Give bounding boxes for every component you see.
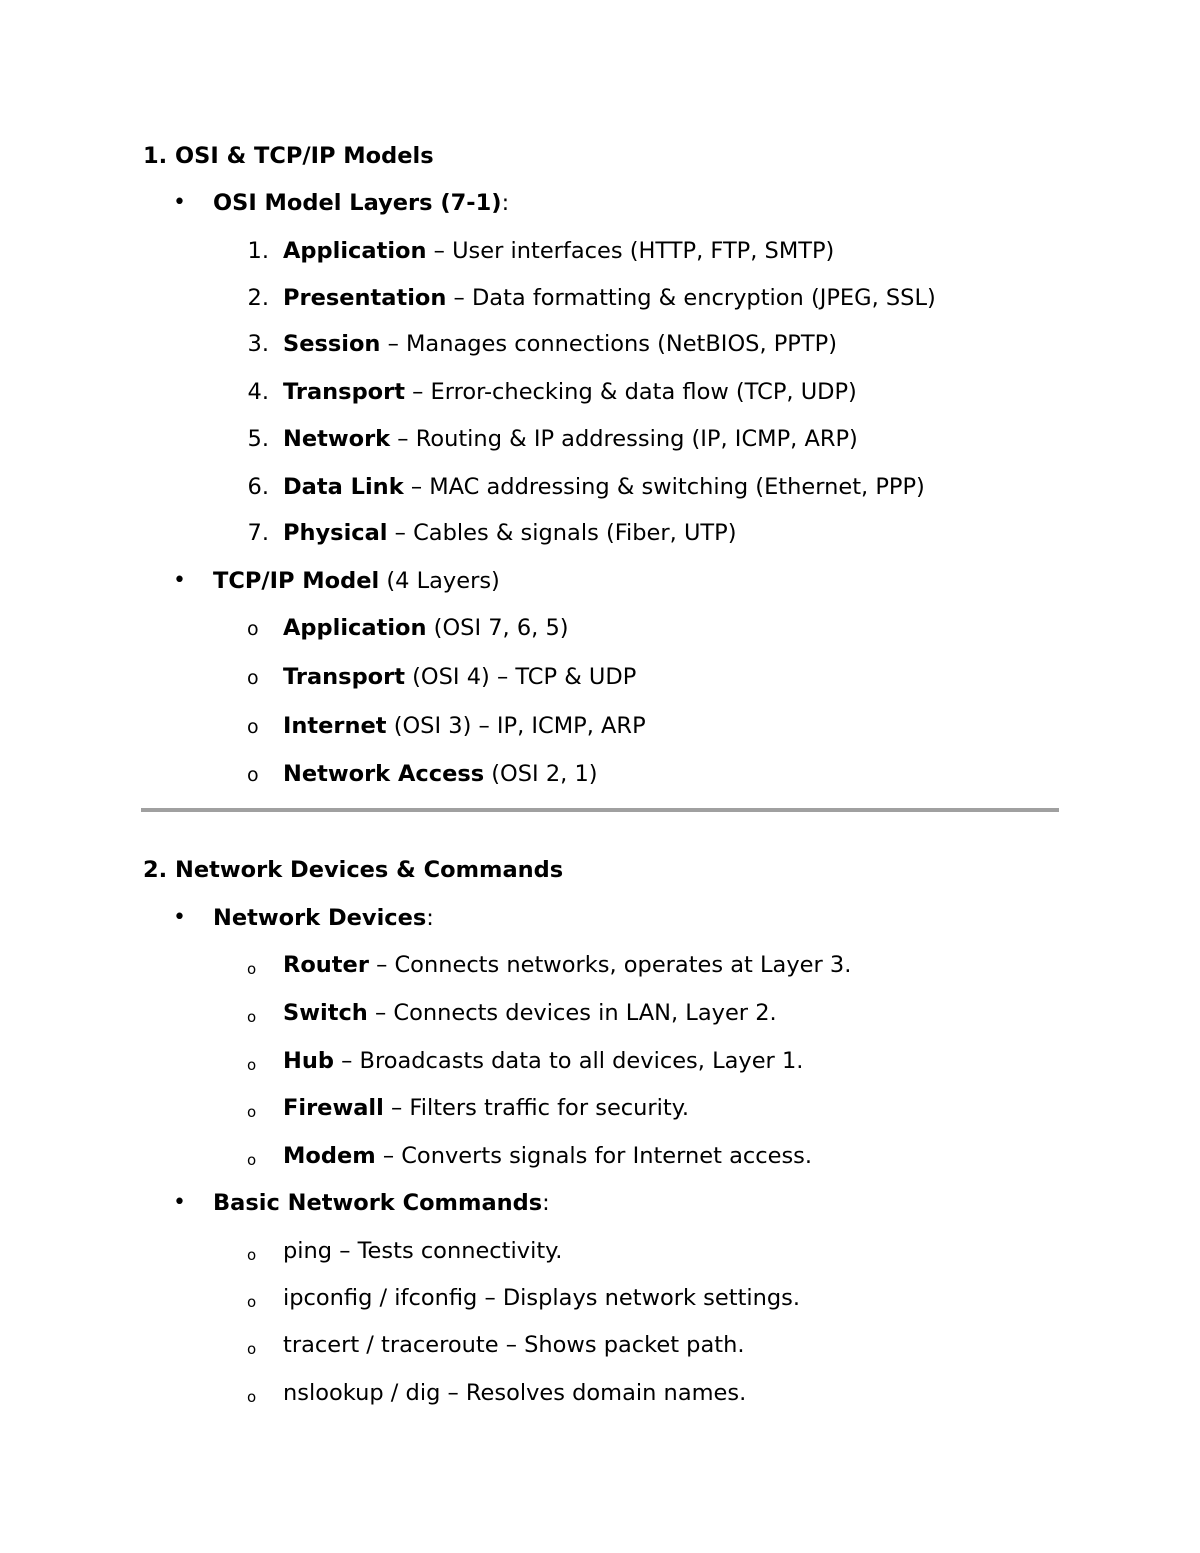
item-term: Transport [283, 379, 405, 405]
bullet-marker: • [173, 905, 186, 930]
bullet-suffix: : [426, 905, 434, 931]
list-item [247, 519, 737, 547]
bullet-suffix: : [501, 190, 510, 216]
list-marker: o [247, 1388, 257, 1406]
list-marker: o [247, 1246, 257, 1264]
item-desc: – Converts signals for Internet access. [375, 1143, 813, 1169]
item-desc: – Routing & IP addressing (IP, ICMP, ARP) [390, 426, 858, 452]
item-desc: – Manages connections (NetBIOS, PPTP) [380, 331, 837, 357]
list-item [247, 760, 598, 788]
item-term: Physical [283, 520, 388, 546]
list-marker: o [247, 1056, 257, 1074]
bullet-marker: • [173, 568, 186, 593]
list-marker: o [247, 960, 257, 978]
bullet-title: Network Devices [213, 905, 427, 931]
item-desc: – Filters traffic for security. [383, 1095, 689, 1121]
list-marker: 1. [247, 238, 269, 264]
list-marker: 4. [247, 379, 269, 405]
item-term: Network [283, 426, 391, 452]
list-item [247, 425, 858, 453]
list-item [247, 1379, 747, 1407]
item-desc: (OSI 7, 6, 5) [426, 615, 569, 641]
bullet-title: TCP/IP Model [213, 568, 380, 594]
list-item [247, 330, 837, 358]
list-marker: o [247, 667, 259, 689]
list-marker: o [247, 618, 259, 640]
item-desc: – MAC addressing & switching (Ethernet, PPP) [403, 474, 925, 500]
item-desc: – Cables & signals (Fiber, UTP) [387, 520, 737, 546]
bullet-title: Basic Network Commands [213, 1190, 543, 1216]
item-term: Application [283, 615, 427, 641]
item-desc: (OSI 3) – IP, ICMP, ARP [386, 713, 646, 739]
list-item [247, 237, 835, 265]
item-term: Network Access [283, 761, 485, 787]
list-item [247, 473, 925, 501]
item-desc: nslookup / dig – Resolves domain names. [283, 1380, 747, 1406]
section-heading: 2. Network Devices & Commands [143, 857, 564, 883]
item-term: Modem [283, 1143, 376, 1169]
item-desc: (OSI 4) – TCP & UDP [404, 664, 637, 690]
item-term: Hub [283, 1048, 334, 1074]
list-item [247, 663, 637, 691]
item-desc: (OSI 2, 1) [484, 761, 598, 787]
list-item [247, 1094, 689, 1122]
item-desc: – Error-checking & data flow (TCP, UDP) [404, 379, 857, 405]
bullet-item [173, 904, 434, 932]
list-item [247, 1142, 813, 1170]
list-item [247, 1284, 801, 1312]
list-item [247, 712, 646, 740]
item-desc: – User interfaces (HTTP, FTP, SMTP) [426, 238, 835, 264]
bullet-item [173, 1189, 550, 1217]
list-item [247, 614, 569, 642]
item-desc: – Broadcasts data to all devices, Layer 1. [333, 1048, 804, 1074]
item-term: Transport [283, 664, 405, 690]
list-marker: o [247, 1008, 257, 1026]
list-marker: 2. [247, 285, 269, 311]
item-term: Session [283, 331, 381, 357]
bullet-title: OSI Model Layers (7-1) [213, 190, 502, 216]
item-desc: ipconfig / ifconfig – Displays network settings. [283, 1285, 801, 1311]
list-item [247, 1237, 563, 1265]
item-term: Switch [283, 1000, 368, 1026]
section-heading: 1. OSI & TCP/IP Models [143, 143, 434, 169]
bullet-item [173, 567, 500, 595]
item-term: Data Link [283, 474, 404, 500]
item-term: Firewall [283, 1095, 384, 1121]
list-marker: o [247, 1103, 257, 1121]
list-marker: 7. [247, 520, 269, 546]
horizontal-rule [141, 808, 1059, 812]
bullet-marker: • [173, 1190, 186, 1215]
item-desc: tracert / traceroute – Shows packet path. [283, 1332, 745, 1358]
list-item [247, 1047, 804, 1075]
item-desc: – Connects devices in LAN, Layer 2. [367, 1000, 777, 1026]
list-item [247, 378, 857, 406]
item-desc: – Data formatting & encryption (JPEG, SSL) [446, 285, 936, 311]
item-term: Application [283, 238, 427, 264]
item-term: Router [283, 952, 369, 978]
list-marker: 6. [247, 474, 269, 500]
list-marker: o [247, 1293, 257, 1311]
list-marker: o [247, 716, 259, 738]
list-item [247, 999, 777, 1027]
bullet-item [173, 189, 510, 217]
list-item [247, 951, 852, 979]
list-marker: o [247, 764, 259, 786]
item-term: Presentation [283, 285, 447, 311]
bullet-suffix: (4 Layers) [379, 568, 500, 594]
bullet-marker: • [173, 190, 186, 215]
list-item [247, 1331, 745, 1359]
list-item [247, 284, 936, 312]
item-desc: – Connects networks, operates at Layer 3. [368, 952, 852, 978]
bullet-suffix: : [542, 1190, 550, 1216]
item-desc: ping – Tests connectivity. [283, 1238, 563, 1264]
item-term: Internet [283, 713, 387, 739]
list-marker: 3. [247, 331, 269, 357]
list-marker: o [247, 1151, 257, 1169]
list-marker: 5. [247, 426, 269, 452]
list-marker: o [247, 1340, 257, 1358]
